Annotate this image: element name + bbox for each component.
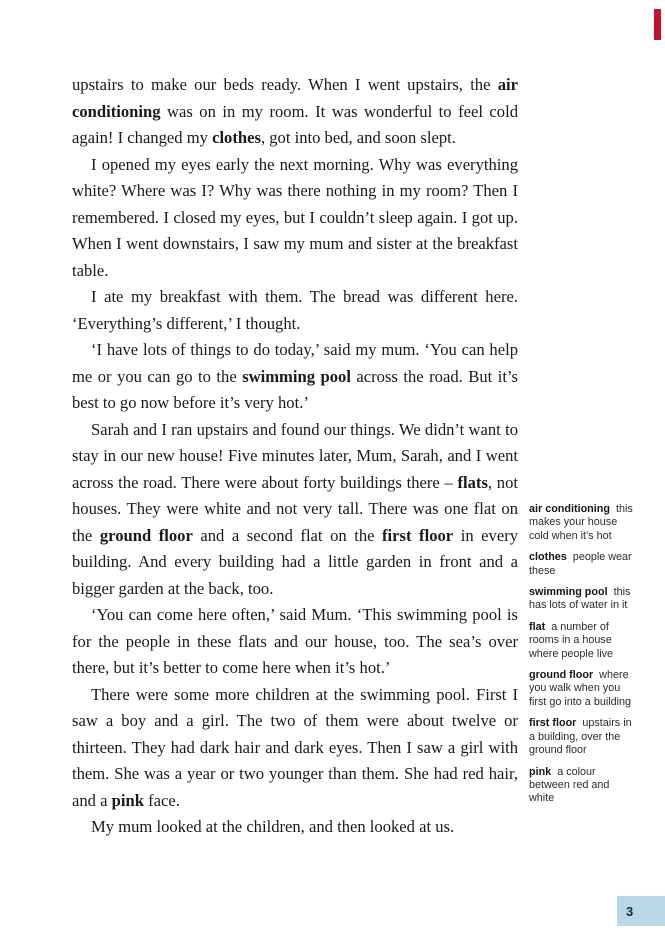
glossary-entry: [529, 503, 633, 543]
text-segment: My mum looked at the children, and then looked at us.: [91, 817, 455, 836]
paragraph: [72, 417, 518, 603]
red-accent-bar: [654, 9, 661, 40]
glossary-entry: [529, 621, 633, 661]
glossary: [529, 503, 633, 814]
story-text: [72, 72, 518, 841]
glossary-term: pink: [529, 765, 552, 778]
bold-term: flats: [457, 472, 488, 492]
bold-term: first floor: [382, 525, 454, 545]
glossary-definition: upstairs in a building, over the ground floor: [529, 717, 632, 757]
glossary-definition: this has lots of water in it: [529, 586, 631, 612]
text-segment: and a second flat on the: [192, 525, 383, 545]
glossary-term: flat: [529, 620, 546, 633]
glossary-definition: a colour between red and white: [529, 765, 610, 805]
text-segment: Sarah and I ran upstairs and found our things. We didn’t want to stay in our new house! Five minutes later, Mum, Sarah, and I went across the road. There were about forty buildings there –: [72, 419, 518, 492]
bold-term: air conditioning: [72, 75, 518, 121]
paragraph: [72, 682, 518, 815]
bold-term: ground floor: [99, 525, 193, 545]
text-segment: across the road. But it’s best to go now before it’s very hot.’: [72, 366, 518, 412]
glossary-term: swimming pool: [529, 586, 608, 599]
text-segment: upstairs to make our beds ready. When I went upstairs, the: [72, 75, 498, 94]
text-segment: face.: [143, 790, 180, 810]
glossary-definition: where you walk when you first go into a building: [529, 669, 632, 708]
text-segment: I opened my eyes early the next morning. Why was everything white? Where was I? Why was there nothing in my room? Then I remembered. I closed my eyes, but I couldn’t sleep again. I got up. When I went downstairs, I saw my mum and sister at the breakfast table.: [72, 154, 518, 280]
glossary-definition: this makes your house cold when it’s hot: [529, 503, 633, 542]
glossary-entry: [529, 766, 633, 806]
glossary-entry: [529, 586, 633, 613]
glossary-term: air conditioning: [529, 503, 610, 515]
bold-term: swimming pool: [242, 366, 351, 386]
paragraph: [72, 337, 518, 417]
glossary-term: first floor: [529, 717, 577, 730]
text-segment: , got into bed, and soon slept.: [260, 128, 456, 147]
page-number-tab: [617, 896, 665, 926]
glossary-term: clothes: [529, 551, 567, 564]
text-segment: , not houses. They were white and not very tall. There was one flat on the: [72, 472, 518, 545]
text-segment: ‘You can come here often,’ said Mum. ‘This swimming pool is for the people in these flats and our house, too. The sea’s over there, but it’s better to come here when it’s hot.’: [72, 605, 518, 677]
text-segment: was on in my room. It was wonderful to feel cold again! I changed my: [72, 101, 518, 147]
text-segment: There were some more children at the swimming pool. First I saw a boy and a girl. The two of them were about twelve or thirteen. They had dark hair and dark eyes. Then I saw a girl with them. She was a year or two younger than them. She had red hair, and a: [72, 684, 518, 810]
glossary-entry: [529, 551, 633, 578]
text-segment: in every building. And every building had a little garden in front and a bigger garden at the back, too.: [72, 525, 519, 598]
paragraph: [72, 152, 518, 285]
text-segment: ‘I have lots of things to do today,’ said my mum. ‘You can help me or you can go to the: [72, 340, 518, 386]
bold-term: pink: [111, 790, 144, 810]
page-number: 3: [626, 903, 634, 919]
paragraph: [72, 72, 518, 152]
paragraph: [72, 602, 518, 682]
glossary-entry: [529, 669, 633, 709]
bold-term: clothes: [212, 128, 261, 147]
glossary-definition: people wear these: [529, 551, 632, 577]
text-segment: I ate my breakfast with them. The bread was different here. ‘Everything’s different,’ I thought.: [72, 287, 518, 333]
glossary-definition: a number of rooms in a house where people live: [529, 620, 614, 660]
glossary-term: ground floor: [529, 669, 594, 682]
paragraph: [72, 814, 518, 841]
paragraph: [72, 284, 518, 337]
glossary-entry: [529, 717, 633, 757]
